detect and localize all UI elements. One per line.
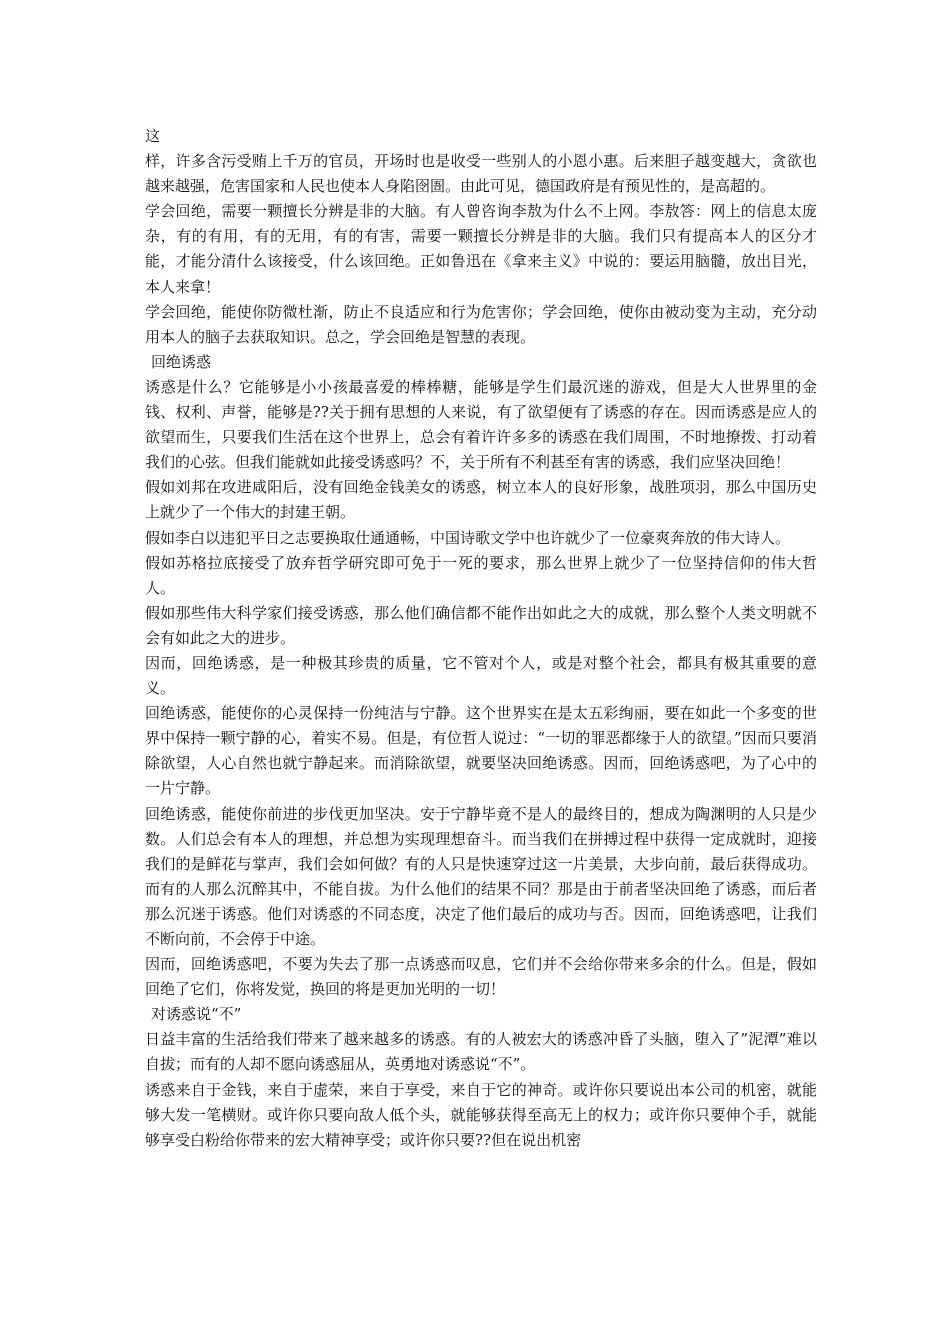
paragraph-4: 学会回绝，能使你防微杜渐，防止不良适应和行为危害你；学会回绝，使你由被动变为主动，充分动用本人的脑子去获取知识。总之，学会回绝是智慧的表现。 <box>145 302 817 346</box>
paragraph-9: 假如那些伟大科学家们接受诱惑，那么他们确信都不能作出如此之大的成就，那么整个人类文明就不会有如此之大的进步。 <box>145 603 817 647</box>
paragraph-7: 假如李白以违犯平日之志要换取仕通通畅，中国诗歌文学中也许就少了一位豪爽奔放的伟大诗人。 <box>145 528 791 547</box>
section-heading-1: 回绝诱惑 <box>151 352 212 371</box>
paragraph-5: 诱惑是什么？它能够是小小孩最喜爱的棒棒糖，能够是学生们最沉迷的游戏，但是大人世界里的金钱、权利、声誉，能够是??关于拥有思想的人来说，有了欲望便有了诱惑的存在。因而诱惑是应人的欲望而生，只要我们生活在这个世界上，总会有着许许多多的诱惑在我们周围，不时地撩拨、打动着我们的心弦。但我们能就如此接受诱惑吗？不，关于所有不利甚至有害的诱惑，我们应坚决回绝！ <box>145 377 817 472</box>
paragraph-14: 日益丰富的生活给我们带来了越来越多的诱惑。有的人被宏大的诱惑冲昏了头脑，堕入了”泥潭”难以自拔；而有的人却不愿向诱惑屈从，英勇地对诱惑说“不”。 <box>145 1030 817 1074</box>
section-heading-2: 对诱惑说“不” <box>151 1005 242 1024</box>
document-page <box>145 124 817 1153</box>
paragraph-15: 诱惑来自于金钱，来自于虚荣，来自于享受，来自于它的神奇。或许你只要说出本公司的机密，就能够大发一笔横财。或许你只要向敌人低个头，就能够获得至高无上的权力；或许你只要伸个手，就能够享受白粉给你带来的宏大精神享受；或许你只要??但在说出机密 <box>145 1080 817 1149</box>
paragraph-2: 样，许多含污受贿上千万的官员，开场时也是收受一些别人的小恩小惠。后来胆子越变越大，贪欲也越来越强，危害国家和人民也使本人身陷囹圄。由此可见，德国政府是有预见性的，是高超的。 <box>145 152 817 196</box>
paragraph-3: 学会回绝，需要一颗擅长分辨是非的大脑。有人曾咨询李敖为什么不上网。李敖答：网上的信息太庞杂，有的有用，有的无用，有的有害，需要一颗擅长分辨是非的大脑。我们只有提高本人的区分才能，才能分清什么该接受，什么该回绝。正如鲁迅在《拿来主义》中说的：要运用脑髓，放出目光，本人来拿！ <box>145 202 817 296</box>
paragraph-6: 假如刘邦在攻进咸阳后，没有回绝金钱美女的诱惑，树立本人的良好形象，战胜项羽，那么中国历史上就少了一个伟大的封建王朝。 <box>145 478 817 522</box>
paragraph-10: 因而，回绝诱惑，是一种极其珍贵的质量，它不管对个人，或是对整个社会，都具有极其重要的意义。 <box>145 653 817 698</box>
paragraph-12: 回绝诱惑，能使你前进的步伐更加坚决。安于宁静毕竟不是人的最终目的，想成为陶渊明的人只是少数。人们总会有本人的理想，并总想为实现理想奋斗。而当我们在拼搏过程中获得一定成就时，迎接我们的是鲜花与掌声，我们会如何做？有的人只是快速穿过这一片美景，大步向前，最后获得成功。而有的人那么沉醉其中，不能自拔。为什么他们的结果不同？那是由于前者坚决回绝了诱惑，而后者那么沉迷于诱惑。他们对诱惑的不同态度，决定了他们最后的成功与否。因而，回绝诱惑吧，让我们不断向前，不会停于中途。 <box>145 804 817 948</box>
paragraph-11: 回绝诱惑，能使你的心灵保持一份纯洁与宁静。这个世界实在是太五彩绚丽，要在如此一个多变的世界中保持一颗宁静的心，着实不易。但是，有位哲人说过：“一切的罪恶都缘于人的欲望。”因而只要消除欲望，人心自然也就宁静起来。而消除欲望，就要坚决回绝诱惑。因而，回绝诱惑吧，为了心中的一片宁静。 <box>145 704 817 798</box>
paragraph-8: 假如苏格拉底接受了放弃哲学研究即可免于一死的要求，那么世界上就少了一位坚持信仰的伟大哲人。 <box>145 553 817 597</box>
paragraph-1: 这 <box>145 127 161 145</box>
paragraph-13: 因而，回绝诱惑吧，不要为失去了那一点诱惑而叹息，它们并不会给你带来多余的什么。但是，假如回绝了它们，你将发觉，换回的将是更加光明的一切！ <box>145 955 817 999</box>
